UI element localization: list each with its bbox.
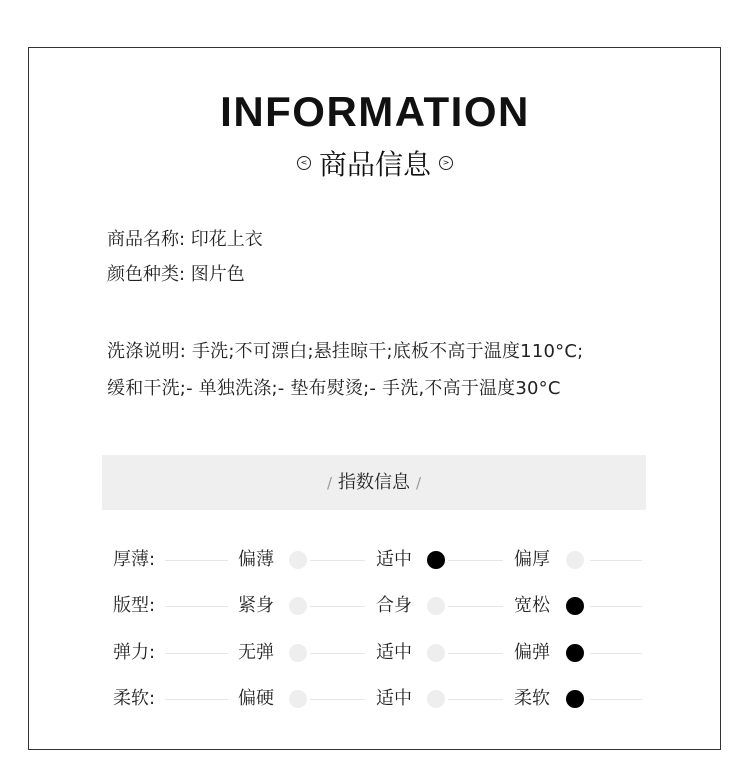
index-row [0,591,750,621]
product-name-line: 商品名称: 印花上衣 [107,229,263,250]
row-guide-line [448,560,503,561]
index-row [0,684,750,714]
unselected-dot-indicator [427,690,445,708]
row-guide-line [590,560,642,561]
index-option-label: 适中 [376,549,412,570]
row-guide-line [165,699,228,700]
index-row [0,638,750,668]
index-row [0,545,750,575]
index-row-label: 版型: [113,595,156,616]
unselected-dot-indicator [427,597,445,615]
index-option-label: 无弹 [238,642,274,663]
row-guide-line [448,699,503,700]
index-option-label: 宽松 [514,595,550,616]
index-option-label: 适中 [376,642,412,663]
selected-dot-indicator [427,551,445,569]
row-guide-line [590,699,642,700]
unselected-dot-indicator [289,597,307,615]
selected-dot-indicator [566,690,584,708]
subtitle-text: 商品信息 [318,148,431,181]
index-heading: 指数信息 [338,472,410,493]
wash-instructions-line-1: 洗涤说明: 手洗;不可漂白;悬挂晾干;底板不高于温度110°C; [107,341,584,362]
row-guide-line [590,653,642,654]
unselected-dot-indicator [289,690,307,708]
row-guide-line [165,653,228,654]
circle-left-arrow-icon: < [297,156,311,170]
index-row-label: 柔软: [113,688,156,709]
row-guide-line [590,606,642,607]
row-guide-line [448,606,503,607]
row-guide-line [165,606,228,607]
row-guide-line [448,653,503,654]
page-title: INFORMATION [220,88,530,135]
selected-dot-indicator [566,597,584,615]
row-guide-line [165,560,228,561]
index-option-label: 偏弹 [514,642,550,663]
page-subtitle [0,143,750,183]
index-row-label: 厚薄: [113,549,156,570]
decor-slash: / [326,474,332,492]
index-row-label: 弹力: [113,642,156,663]
index-option-label: 合身 [376,595,412,616]
index-option-label: 偏硬 [238,688,274,709]
index-option-label: 紧身 [238,595,274,616]
index-section-header [102,455,646,510]
unselected-dot-indicator [566,551,584,569]
row-guide-line [310,699,365,700]
unselected-dot-indicator [427,644,445,662]
index-option-label: 柔软 [514,688,550,709]
unselected-dot-indicator [289,551,307,569]
index-option-label: 偏厚 [514,549,550,570]
decor-slash: / [416,474,422,492]
circle-right-arrow-icon: > [439,156,453,170]
index-option-label: 偏薄 [238,549,274,570]
row-guide-line [310,653,365,654]
selected-dot-indicator [566,644,584,662]
index-option-label: 适中 [376,688,412,709]
wash-instructions-line-2: 缓和干洗;- 单独洗涤;- 垫布熨烫;- 手洗,不高于温度30°C [107,378,561,399]
product-color-line: 颜色种类: 图片色 [107,264,245,285]
row-guide-line [310,560,365,561]
unselected-dot-indicator [289,644,307,662]
row-guide-line [310,606,365,607]
